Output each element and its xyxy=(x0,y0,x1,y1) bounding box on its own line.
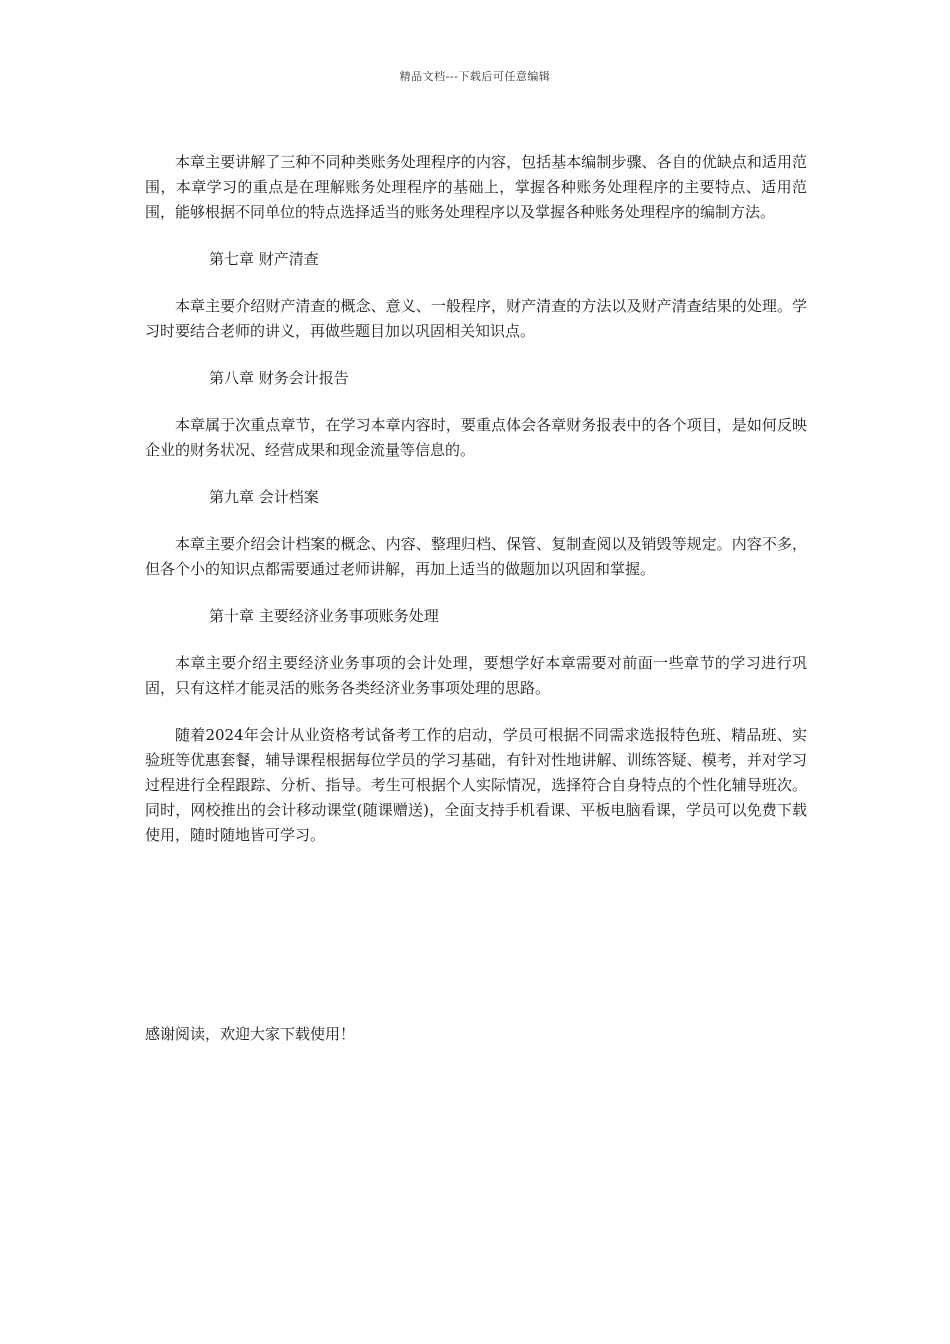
chapter-8-heading: 第八章 财务会计报告 xyxy=(209,369,349,387)
chapter-7-heading: 第七章 财产清查 xyxy=(209,250,319,268)
paragraph-chapter-9-summary: 本章主要介绍会计档案的概念、内容、整理归档、保管、复制查阅以及销毁等规定。内容不多，但各个小的知识点都需要通过老师讲解，再加上适当的做题加以巩固和掌握。 xyxy=(145,535,807,578)
document-body xyxy=(145,150,807,870)
closing-line: 感谢阅读，欢迎大家下载使用！ xyxy=(145,1025,356,1043)
chapter-10-heading: 第十章 主要经济业务事项账务处理 xyxy=(209,607,439,625)
paragraph-course-promotion: 随着2024年会计从业资格考试备考工作的启动，学员可根据不同需求选报特色班、精品班、实验班等优惠套餐，辅导课程根据每位学员的学习基础，有针对性地讲解、训练答疑、模考，并对学习过程进行全程跟踪、分析、指导。考生可根据个人实际情况，选择符合自身特点的个性化辅导班次。同时，网校推出的会计移动课堂(随课赠送)，全面支持手机看课、平板电脑看课，学员可以免费下载使用，随时随地皆可学习。 xyxy=(145,726,807,844)
paragraph-chapter-8-summary: 本章属于次重点章节，在学习本章内容时，要重点体会各章财务报表中的各个项目，是如何反映企业的财务状况、经营成果和现金流量等信息的。 xyxy=(145,416,807,459)
paragraph-chapter-6-summary: 本章主要讲解了三种不同种类账务处理程序的内容，包括基本编制步骤、各自的优缺点和适用范围，本章学习的重点是在理解账务处理程序的基础上，掌握各种账务处理程序的主要特点、适用范围，能够根据不同单位的特点选择适当的账务处理程序以及掌握各种账务处理程序的编制方法。 xyxy=(145,153,807,221)
page-header: 精品文档---下载后可任意编辑 xyxy=(399,70,551,83)
chapter-9-heading: 第九章 会计档案 xyxy=(209,488,319,506)
paragraph-chapter-7-summary: 本章主要介绍财产清查的概念、意义、一般程序，财产清查的方法以及财产清查结果的处理。学习时要结合老师的讲义，再做些题目加以巩固相关知识点。 xyxy=(145,297,807,340)
paragraph-chapter-10-summary: 本章主要介绍主要经济业务事项的会计处理，要想学好本章需要对前面一些章节的学习进行巩固，只有这样才能灵活的账务各类经济业务事项处理的思路。 xyxy=(145,654,807,697)
